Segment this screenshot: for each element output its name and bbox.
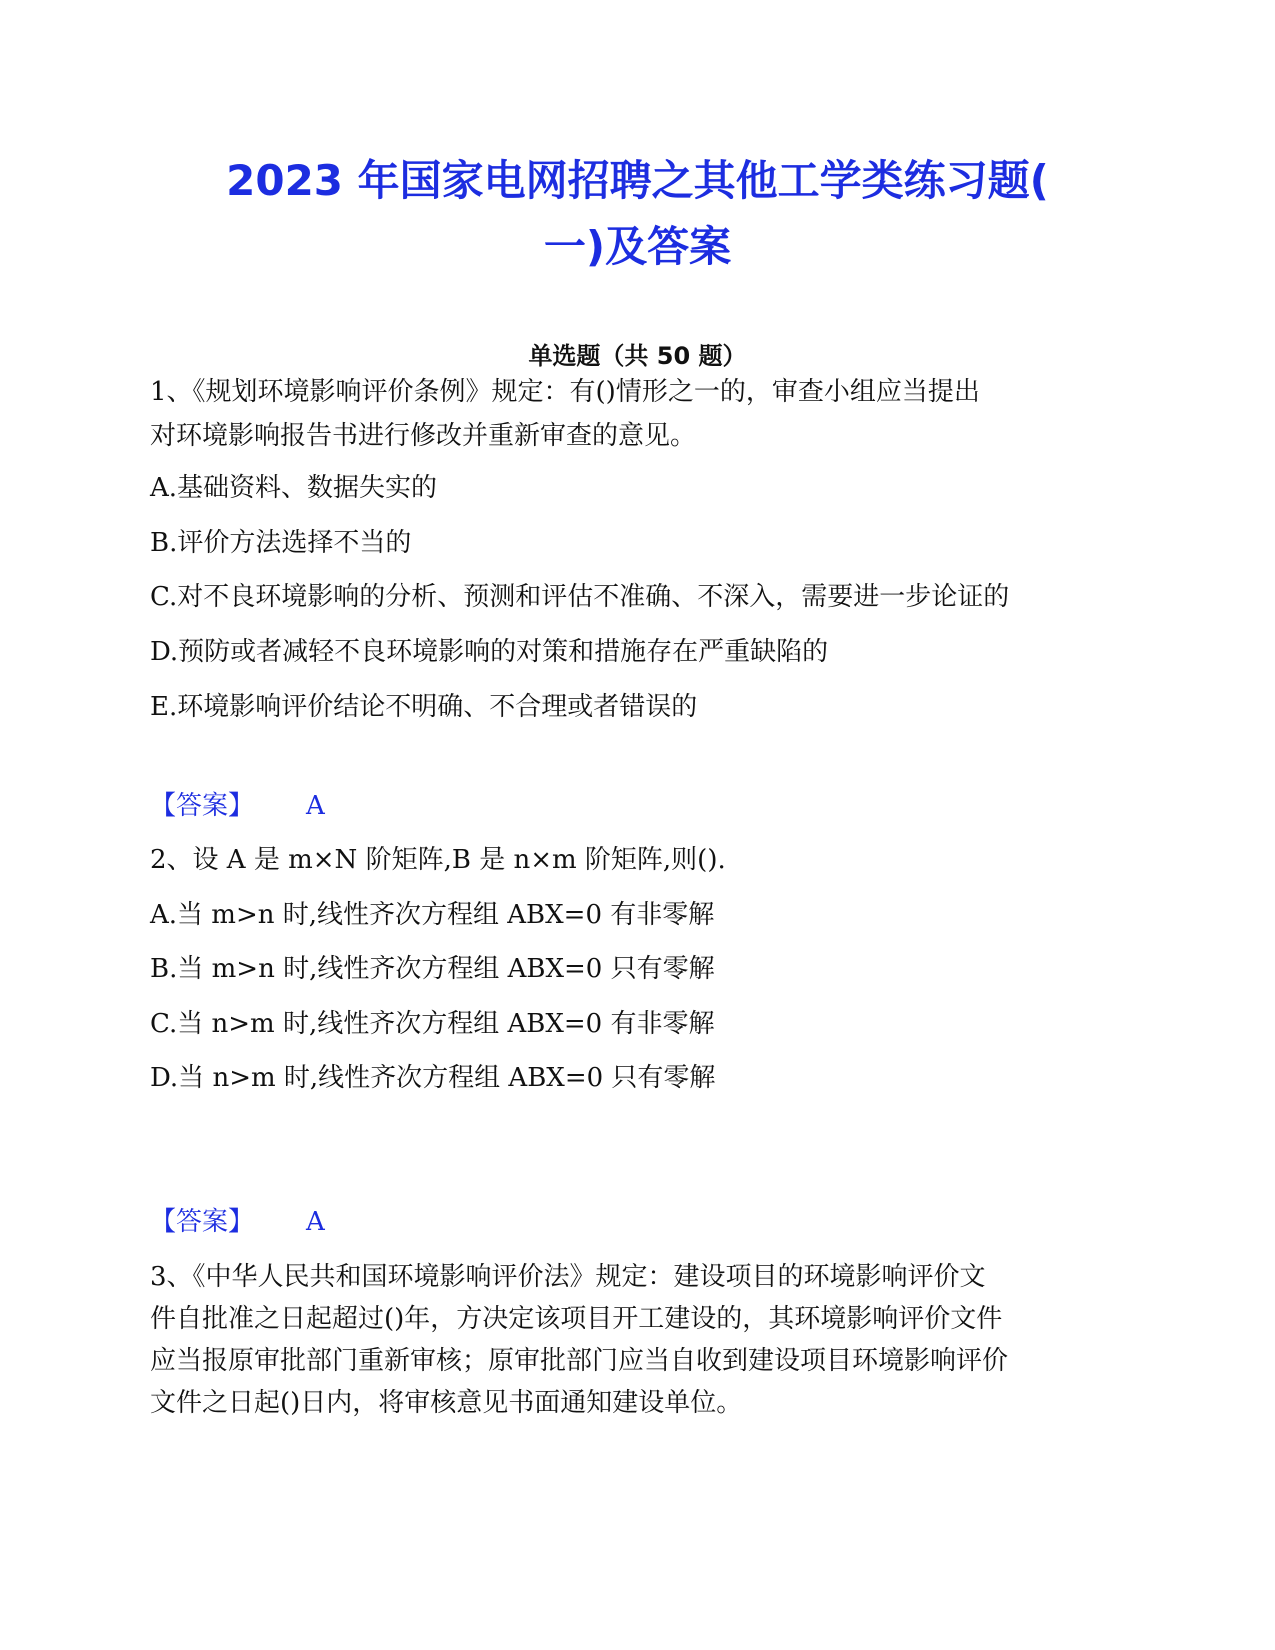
question-3-line-3: 应当报原审批部门重新审核；原审批部门应当自收到建设项目环境影响评价 — [150, 1346, 1009, 1376]
question-3-line-1: 3、《中华人民共和国环境影响评价法》规定：建设项目的环境影响评价文 — [150, 1262, 986, 1292]
question-2-option-d: D.当 n>m 时,线性齐次方程组 ABX=0 只有零解 — [150, 1063, 716, 1093]
question-1-option-b: B.评价方法选择不当的 — [150, 528, 412, 558]
question-2-option-c: C.当 n>m 时,线性齐次方程组 ABX=0 有非零解 — [150, 1009, 715, 1039]
answer-value: A — [306, 1207, 325, 1237]
question-2-option-a: A.当 m>n 时,线性齐次方程组 ABX=0 有非零解 — [150, 900, 715, 930]
question-1-answer — [150, 784, 325, 828]
section-heading: 单选题（共 50 题） — [528, 342, 747, 370]
question-3-line-2: 件自批准之日起超过()年，方决定该项目开工建设的，其环境影响评价文件 — [150, 1304, 1003, 1334]
question-1-option-e: E.环境影响评价结论不明确、不合理或者错误的 — [150, 692, 698, 722]
answer-label: 【答案】 — [150, 791, 255, 821]
answer-label: 【答案】 — [150, 1207, 255, 1237]
question-2-line-1: 2、设 A 是 m×N 阶矩阵,B 是 n×m 阶矩阵,则(). — [150, 845, 726, 875]
question-1-option-c: C.对不良环境影响的分析、预测和评估不准确、不深入，需要进一步论证的 — [150, 582, 1010, 612]
page-title-line-2: 一)及答案 — [543, 222, 732, 271]
question-1-option-a: A.基础资料、数据失实的 — [150, 473, 438, 503]
question-1-option-d: D.预防或者减轻不良环境影响的对策和措施存在严重缺陷的 — [150, 637, 829, 667]
question-2-option-b: B.当 m>n 时,线性齐次方程组 ABX=0 只有零解 — [150, 954, 715, 984]
question-2-answer — [150, 1200, 325, 1244]
question-3-line-4: 文件之日起()日内，将审核意见书面通知建设单位。 — [150, 1388, 743, 1418]
page-title-line-1: 2023 年国家电网招聘之其他工学类练习题( — [226, 156, 1049, 205]
question-1-line-1: 1、《规划环境影响评价条例》规定：有()情形之一的，审查小组应当提出 — [150, 377, 980, 407]
answer-value: A — [306, 791, 325, 821]
question-1-line-2: 对环境影响报告书进行修改并重新审查的意见。 — [150, 421, 697, 451]
